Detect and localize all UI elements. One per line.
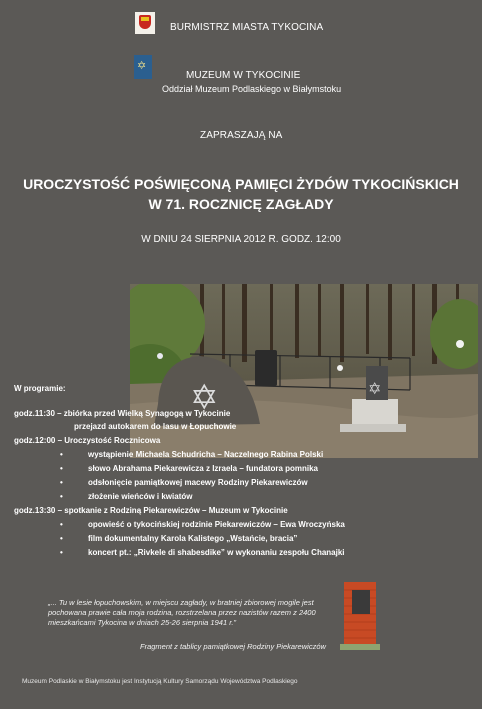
- bullet-icon: •: [60, 492, 63, 501]
- bullet-icon: •: [60, 450, 63, 459]
- svg-text:✡: ✡: [368, 379, 382, 398]
- mayor-label: BURMISTRZ MIASTA TYKOCINA: [170, 22, 324, 33]
- program-item: koncert pt.: „Rivkele di shabesdike” w wykonaniu zespołu Chanajki: [88, 548, 345, 557]
- memorial-forest-photo: [130, 284, 478, 458]
- brick-monument-image: [338, 576, 382, 652]
- bullet-icon: •: [60, 548, 63, 557]
- event-title-line2: W 71. ROCZNICĘ ZAGŁADY: [148, 196, 334, 212]
- quote-caption: Fragment z tablicy pamiątkowej Rodziny Piekarewiczów: [140, 642, 326, 651]
- tykocin-coat-of-arms-logo: [135, 12, 155, 34]
- bullet-icon: •: [60, 534, 63, 543]
- event-date: W DNIU 24 SIERPNIA 2012 R. GODZ. 12:00: [141, 234, 341, 245]
- program-item: film dokumentalny Karola Kalistego „Wstańcie, bracia”: [88, 534, 298, 543]
- program-item: przejazd autokarem do lasu w Łopuchowie: [74, 422, 237, 431]
- invite-label: ZAPRASZAJĄ NA: [200, 130, 283, 141]
- memorial-quote: „... Tu w lesie łopuchowskim, w miejscu zagłady, w bratniej zbiorowej mogile jest pochowana prawie cała moja rodzina, rozstrzelana przez nazistów razem z 2400 mieszkańcami Tykocina w dniach 25-26 sierpnia 1941 r.”: [48, 598, 316, 627]
- svg-text:✡: ✡: [190, 378, 219, 418]
- program-item: godz.11:30 – zbiórka przed Wielką Synagogą w Tykocinie: [14, 409, 231, 418]
- museum-label: MUZEUM W TYKOCINIE: [186, 70, 301, 81]
- program-heading: W programie:: [14, 384, 66, 393]
- footer-note: Muzeum Podlaskie w Białymstoku jest Instytucją Kultury Samorządu Województwa Podlaskiego: [22, 678, 298, 685]
- program-item: złożenie wieńców i kwiatów: [88, 492, 193, 501]
- museum-subtitle: Oddział Muzeum Podlaskiego w Białymstoku: [162, 84, 342, 94]
- program-item: opowieść o tykocińskiej rodzinie Piekarewiczów – Ewa Wroczyńska: [88, 520, 345, 529]
- event-title-line1: UROCZYSTOŚĆ POŚWIĘCONĄ PAMIĘCI ŻYDÓW TYKOCIŃSKICH: [23, 176, 459, 192]
- bullet-icon: •: [60, 520, 63, 529]
- program-item: godz.12:00 – Uroczystość Rocznicowa: [14, 436, 161, 445]
- program-item: wystąpienie Michaela Schudricha – Naczelnego Rabina Polski: [88, 450, 324, 459]
- program-item: słowo Abrahama Piekarewicza z Izraela – fundatora pomnika: [88, 464, 319, 473]
- program-item: odsłonięcie pamiątkowej macewy Rodziny Piekarewiczów: [88, 478, 308, 487]
- museum-menorah-logo: ✡: [134, 55, 152, 79]
- bullet-icon: •: [60, 464, 63, 473]
- program-item: godz.13:30 – spotkanie z Rodziną Piekarewiczów – Muzeum w Tykocinie: [14, 506, 288, 515]
- bullet-icon: •: [60, 478, 63, 487]
